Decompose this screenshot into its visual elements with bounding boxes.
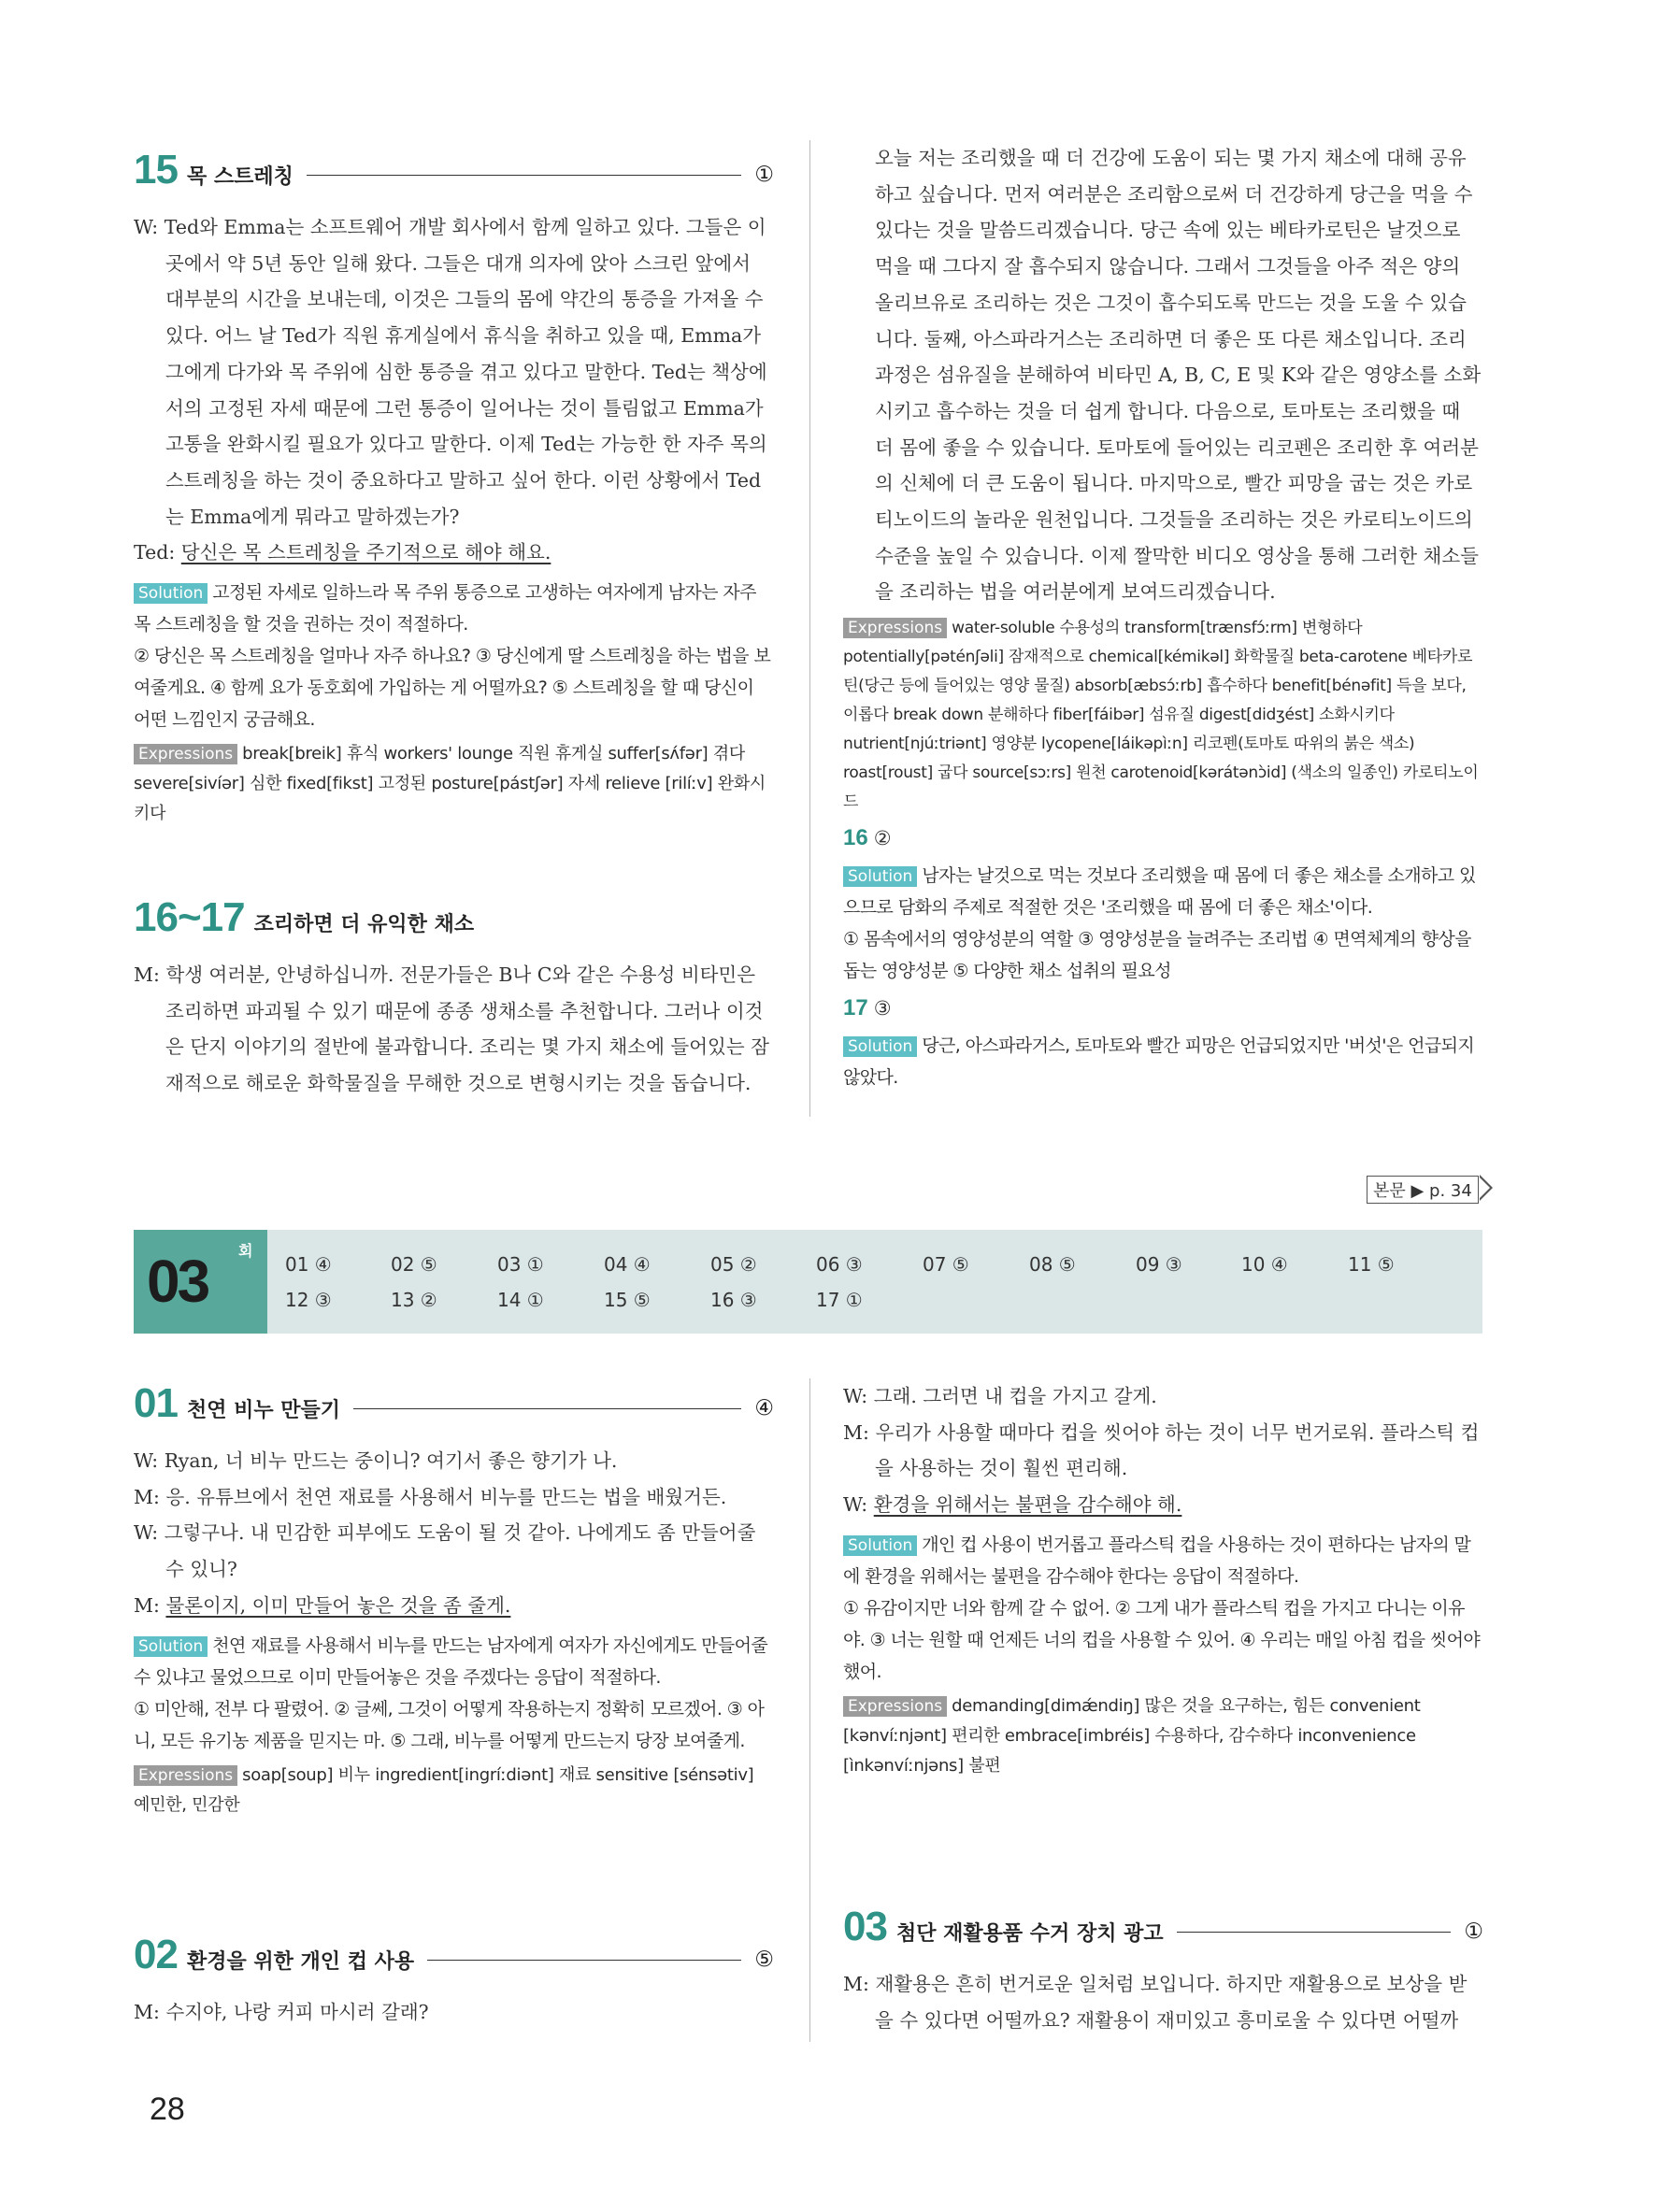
answer-cell: 05 ② xyxy=(710,1253,757,1276)
transcript-line xyxy=(843,1378,1483,1415)
speaker: M: xyxy=(843,1420,869,1444)
answer-cell: 04 ④ xyxy=(604,1253,651,1276)
answer-cell: 03 ① xyxy=(497,1253,544,1276)
section-title: 첨단 재활용품 수거 장치 광고 xyxy=(895,1921,1164,1946)
section-01 xyxy=(134,1380,774,1820)
solution-detail: ② 당신은 목 스트레칭을 얼마나 자주 하나요? ③ 당신에게 딸 스트레칭을 하는 법을 보여줄게요. ④ 함께 요가 동호회에 가입하는 게 어떨까요? ⑤ 스트레칭을 할 때 당신이 어떤 느낌인지 궁금해요. xyxy=(134,646,771,731)
solution-text: 당근, 아스파라거스, 토마토와 빨간 피망은 언급되었지만 '버섯'은 언급되지 않았다. xyxy=(843,1035,1475,1089)
solution-text: 남자는 날것으로 먹는 것보다 조리했을 때 몸에 더 좋은 채소를 소개하고 있으므로 담화의 주제로 적절한 것은 '조리했을 때 몸에 더 좋은 채소'이다. xyxy=(843,865,1476,919)
question-number: 02 xyxy=(134,1932,178,1977)
expressions-tag: Expressions xyxy=(134,744,237,764)
question-number: 15 xyxy=(134,147,178,193)
transcript-line xyxy=(843,1487,1483,1523)
solution-tag: Solution xyxy=(843,1036,917,1057)
answer-cell: 15 ⑤ xyxy=(604,1289,651,1311)
header-rule xyxy=(427,1960,741,1961)
solution-tag: Solution xyxy=(843,1535,917,1556)
transcript-line xyxy=(134,1515,774,1587)
speaker: W: xyxy=(843,1385,868,1407)
expressions-text: soap[soup] 비누 ingredient[ingríːdiənt] 재료 sensitive [sénsətiv] 예민한, 민감한 xyxy=(134,1764,754,1815)
answer-mark: ③ xyxy=(873,997,892,1020)
round-number: 03 xyxy=(147,1248,208,1315)
solution-text: 천연 재료를 사용해서 비누를 만드는 남자에게 여자가 자신에게도 만들어줄 수 있냐고 물었으므로 이미 만들어놓은 것을 주겠다는 응답이 적절하다. xyxy=(134,1634,768,1688)
speaker: M: xyxy=(134,1593,160,1617)
transcript xyxy=(843,140,1483,610)
question-number: 16~17 xyxy=(134,894,245,940)
solution-tag: Solution xyxy=(134,583,208,604)
round-suffix: 회 xyxy=(238,1242,253,1260)
speaker: M: xyxy=(134,963,160,986)
transcript-line xyxy=(843,140,1483,610)
utterance: 우리가 사용할 때마다 컵을 씻어야 하는 것이 너무 번거로워. 플라스틱 컵을 사용하는 것이 훨씬 편리해. xyxy=(875,1420,1480,1480)
speaker: M: xyxy=(134,1485,160,1508)
question-number: 03 xyxy=(843,1904,887,1949)
transcript xyxy=(134,957,774,1102)
answer-cell: 07 ⑤ xyxy=(923,1253,969,1276)
answer-cell: 06 ③ xyxy=(816,1253,863,1276)
answer-mark: ① xyxy=(1464,1919,1483,1944)
speaker: W: xyxy=(134,1449,159,1472)
answer-utterance: 물론이지, 이미 만들어 놓은 것을 좀 줄게. xyxy=(165,1593,511,1617)
section-header xyxy=(843,1906,1483,1948)
transcript-line xyxy=(134,209,774,535)
answer-mark: ④ xyxy=(754,1396,774,1420)
section-03 xyxy=(843,1906,1483,2038)
speaker: M: xyxy=(134,2001,160,2023)
section-title: 천연 비누 만들기 xyxy=(186,1398,341,1422)
solution-tag: Solution xyxy=(843,866,917,887)
answer-cell: 02 ⑤ xyxy=(391,1253,437,1276)
solution-detail: ① 미안해, 전부 다 팔렸어. ② 글쎄, 그것이 어떻게 작용하는지 정확히 모르겠어. ③ 아니, 모든 유기농 제품을 믿지는 마. ⑤ 그래, 비누를 어떻게 만드는지 당장 보여줄게. xyxy=(134,1698,765,1751)
expressions-tag: Expressions xyxy=(134,1765,237,1786)
answer-cell: 11 ⑤ xyxy=(1348,1253,1395,1276)
expressions-block xyxy=(843,1691,1483,1781)
column-divider xyxy=(809,1378,810,2042)
answer-mark: ② xyxy=(873,827,892,850)
solution-text: 개인 컵 사용이 번거롭고 플라스틱 컵을 사용하는 것이 편하다는 남자의 말에 환경을 위해서는 불편을 감수해야 한다는 응답이 적절하다. xyxy=(843,1534,1471,1587)
transcript xyxy=(134,1994,774,2031)
transcript xyxy=(843,1378,1483,1523)
transcript xyxy=(134,1443,774,1624)
transcript-line xyxy=(134,1479,774,1516)
transcript xyxy=(843,1966,1483,2038)
utterance: 수지야, 나랑 커피 마시러 갈래? xyxy=(165,2001,429,2023)
solution-tag: Solution xyxy=(134,1636,208,1657)
solution-block xyxy=(843,1529,1483,1688)
expressions-block xyxy=(843,614,1483,817)
expressions-text: demanding[dimǽndiŋ] 많은 것을 요구하는, 힘든 convenient [kənvíːnjənt] 편리한 embrace[imbréis] 수용하다, 감수하다 inconvenience [ìnkənvíːnjəns] 불편 xyxy=(843,1695,1421,1776)
transcript-line xyxy=(134,1994,774,2031)
solution-text: 고정된 자세로 일하느라 목 주위 통증으로 고생하는 여자에게 남자는 자주 목 스트레칭을 할 것을 권하는 것이 적절하다. xyxy=(134,582,756,635)
solution-block xyxy=(843,860,1483,987)
answer-cell: 16 ③ xyxy=(710,1289,757,1311)
section-02-continued xyxy=(843,1378,1483,1781)
section-header xyxy=(134,894,774,940)
utterance: Ryan, 너 비누 만드는 중이니? 여기서 좋은 향기가 나. xyxy=(164,1449,618,1472)
answer-cell: 17 ① xyxy=(816,1289,863,1311)
speaker: W: xyxy=(134,216,159,238)
answer-cell: 10 ④ xyxy=(1241,1253,1288,1276)
transcript-line xyxy=(134,1588,774,1624)
question-16 xyxy=(843,822,1483,854)
answer-cell: 09 ③ xyxy=(1136,1253,1182,1276)
section-16-17-continued xyxy=(843,140,1483,1093)
solution-block xyxy=(134,1630,774,1757)
answer-key-bar xyxy=(134,1230,1482,1334)
section-title: 환경을 위한 개인 컵 사용 xyxy=(186,1949,415,1974)
speaker: W: xyxy=(843,1493,868,1517)
utterance: 그래. 그러면 내 컵을 가지고 갈게. xyxy=(873,1385,1157,1407)
utterance: 학생 여러분, 안녕하십니까. 전문가들은 B나 C와 같은 수용성 비타민은 조리하면 파괴될 수 있기 때문에 종종 생채소를 추천합니다. 그러나 이것은 단지 이야기의 절반에 불과합니다. 조리는 몇 가지 채소에 들어있는 잠재적으로 해로운 화학물질을 무해한 것으로 변형시키는 것을 돕습니다. xyxy=(165,963,769,1095)
expressions-block xyxy=(134,1761,774,1820)
solution-block xyxy=(134,577,774,735)
question-number: 17 xyxy=(843,995,868,1021)
utterance: Ted와 Emma는 소프트웨어 개발 회사에서 함께 일하고 있다. 그들은 이 곳에서 약 5년 동안 일해 왔다. 그들은 대개 의자에 앉아 스크린 앞에서 대부분의 시간을 보내는데, 이것은 그들의 몸에 약간의 통증을 가져올 수 있다. 어느 날 Ted가 직원 휴게실에서 휴식을 취하고 있을 때, Emma가 그에게 다가와 목 주위에 심한 통증을 겪고 있다고 말한다. Ted는 책상에서의 고정된 자세 때문에 그런 통증이 일어나는 것이 틀림없고 Emma가 고통을 완화시킬 필요가 있다고 말한다. 이제 Ted는 가능한 한 자주 목의 스트레칭을 하는 것이 중요하다고 말하고 싶어 한다. 이런 상황에서 Ted는 Emma에게 뭐라고 말하겠는가? xyxy=(164,216,767,528)
expressions-text: break[breik] 휴식 workers' lounge 직원 휴게실 suffer[sʌ́fər] 겪다 severe[sivíər] 심한 fixed[fikst] 고정된 posture[pástʃər] 자세 relieve [rilíːv] 완화시키다 xyxy=(134,744,766,824)
speaker: Ted: xyxy=(134,541,176,564)
solution-detail: ① 몸속에서의 영양성분의 역할 ③ 영양성분을 늘려주는 조리법 ④ 면역체계의 향상을 돕는 영양성분 ⑤ 다양한 채소 섭취의 필요성 xyxy=(843,929,1471,982)
section-15 xyxy=(134,147,774,829)
section-header xyxy=(134,147,774,193)
utterance: 응. 유튜브에서 천연 재료를 사용해서 비누를 만드는 법을 배웠거든. xyxy=(165,1485,727,1508)
answer-utterance: 당신은 목 스트레칭을 주기적으로 해야 해요. xyxy=(180,541,551,564)
speaker: W: xyxy=(134,1521,159,1545)
section-02 xyxy=(134,1934,774,2031)
utterance: 그렇구나. 내 민감한 피부에도 도움이 될 것 같아. 나에게도 좀 만들어줄 수 있니? xyxy=(164,1521,756,1581)
page-number: 28 xyxy=(150,2091,185,2127)
section-16-17 xyxy=(134,894,774,1102)
header-rule xyxy=(353,1408,741,1409)
utterance: 재활용은 흔히 번거로운 일처럼 보입니다. 하지만 재활용으로 보상을 받을 수 있다면 어떨까요? 재활용이 재미있고 흥미로울 수 있다면 어떨까 xyxy=(875,1973,1468,2032)
transcript xyxy=(134,209,774,571)
solution-block xyxy=(843,1030,1483,1093)
section-title: 조리하면 더 유익한 채소 xyxy=(253,912,475,936)
question-number: 16 xyxy=(843,825,868,851)
utterance: 오늘 저는 조리했을 때 더 건강에 도움이 되는 몇 가지 채소에 대해 공유하고 싶습니다. 먼저 여러분은 조리함으로써 더 건강하게 당근을 먹을 수 있다는 것을 말씀드리겠습니다. 당근 속에 있는 베타카로틴은 날것으로 먹을 때 그다지 잘 흡수되지 않습니다. 그래서 그것들을 아주 적은 양의 올리브유로 조리하는 것은 그것이 흡수되도록 만드는 것을 도울 수 있습니다. 둘째, 아스파라거스는 조리하면 더 좋은 또 다른 채소입니다. 조리 과정은 섬유질을 분해하여 비타민 A, B, C, E 및 K와 같은 영양소를 소화시키고 흡수하는 것을 더 쉽게 합니다. 다음으로, 토마토는 조리했을 때 더 몸에 좋을 수 있습니다. 토마토에 들어있는 리코펜은 조리한 후 여러분의 신체에 더 큰 도움이 됩니다. 마지막으로, 빨간 피망을 굽는 것은 카로티노이드의 놀라운 원천입니다. 그것들을 조리하는 것은 카로티노이드의 수준을 높일 수 있습니다. 이제 짤막한 비디오 영상을 통해 그러한 채소들을 조리하는 법을 여러분에게 보여드리겠습니다. xyxy=(875,147,1482,604)
expressions-block xyxy=(134,739,774,829)
column-divider xyxy=(809,140,810,1117)
answer-mark: ⑤ xyxy=(754,1948,774,1972)
transcript-line xyxy=(134,535,774,571)
answer-cell: 01 ④ xyxy=(285,1253,332,1276)
answer-utterance: 환경을 위해서는 불편을 감수해야 해. xyxy=(873,1493,1182,1517)
transcript-line xyxy=(134,1443,774,1479)
speaker: M: xyxy=(843,1973,869,1995)
transcript-line xyxy=(134,957,774,1102)
round-label xyxy=(134,1230,267,1334)
expressions-tag: Expressions xyxy=(843,618,947,638)
question-number: 01 xyxy=(134,1380,178,1426)
solution-detail: ① 유감이지만 너와 함께 갈 수 없어. ② 그게 내가 플라스틱 컵을 가지고 다니는 이유야. ③ 너는 원할 때 언제든 너의 컵을 사용할 수 있어. ④ 우리는 매일 아침 컵을 씻어야 했어. xyxy=(843,1597,1481,1682)
expressions-tag: Expressions xyxy=(843,1696,947,1717)
section-header xyxy=(134,1380,774,1426)
answer-cell: 12 ③ xyxy=(285,1289,332,1311)
answer-mark: ① xyxy=(754,163,774,187)
header-rule xyxy=(1177,1932,1452,1933)
answer-cell: 08 ⑤ xyxy=(1029,1253,1076,1276)
expressions-text: water-soluble 수용성의 transform[trænsfɔ́ːrm] 변형하다 potentially[pəténʃəli] 잠재적으로 chemical[kémikəl] 화학물질 beta-carotene 베타카로틴(당근 등에 들어있는 영양 물질) absorb[æbsɔ́ːrb] 흡수하다 benefit[bénəfit] 득을 보다, 이롭다 break down 분해하다 fiber[fáibər] 섬유질 digest[didʒést] 소화시키다 nutrient[njúːtriənt] 영양분 lycopene[láikəpìːn] 리코펜(토마토 따위의 붉은 색소) roast[roust] 굽다 source[sɔːrs] 원천 carotenoid[kərátənɔ̀id] (색소의 일종인) 카로티노이드 xyxy=(843,619,1479,812)
question-17 xyxy=(843,992,1483,1024)
page-reference: 본문 ▶ p. 34 xyxy=(1367,1176,1479,1204)
section-title: 목 스트레칭 xyxy=(186,164,294,189)
answer-cell: 14 ① xyxy=(497,1289,544,1311)
transcript-line xyxy=(843,1966,1483,2038)
transcript-line xyxy=(843,1415,1483,1487)
section-header xyxy=(134,1934,774,1976)
answer-cell: 13 ② xyxy=(391,1289,437,1311)
header-rule xyxy=(307,175,742,176)
